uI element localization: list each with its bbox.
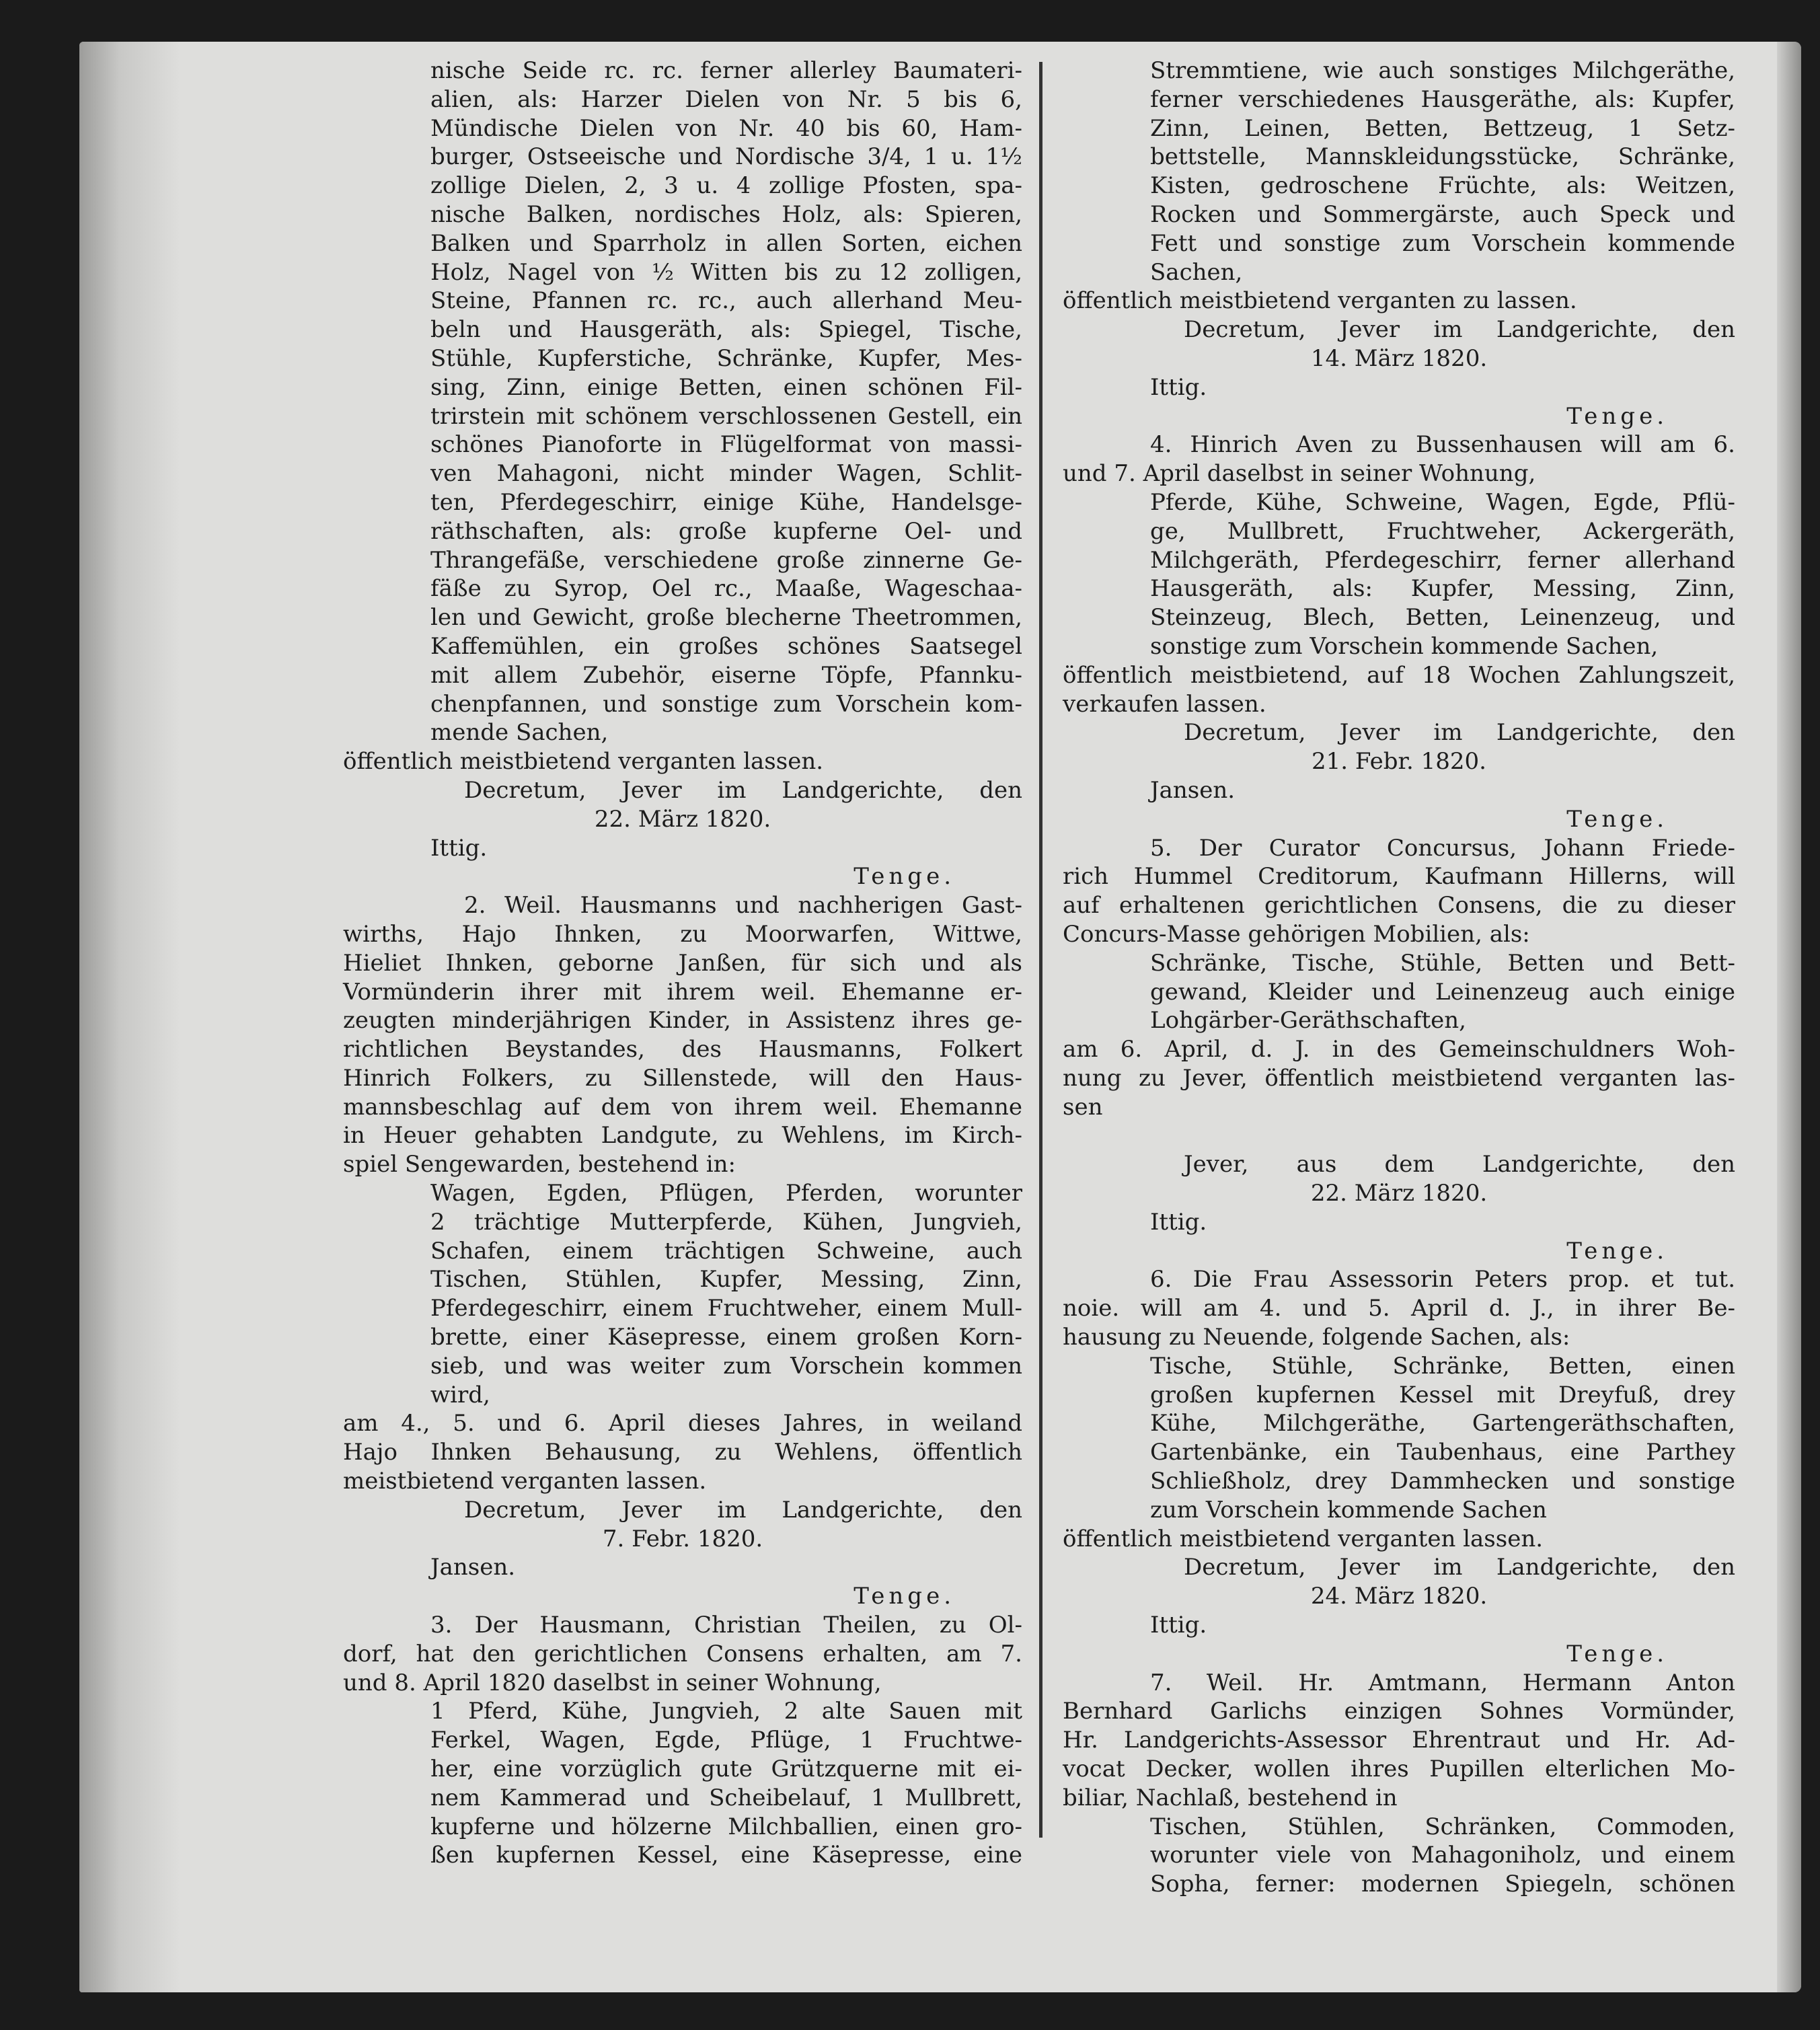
text-line: Schließholz, drey Dammhecken und sonstige	[1150, 1468, 1735, 1495]
text-line: 24. März 1820.	[1310, 1583, 1488, 1610]
text-line: fäße zu Syrop, Oel rc., Maaße, Wageschaa-	[430, 575, 1022, 603]
text-line: 2 trächtige Mutterpferde, Kühen, Jungvieh,	[430, 1208, 1022, 1236]
text-line: Decretum, Jever im Landgerichte, den	[464, 1496, 1022, 1524]
text-line: Steinzeug, Blech, Betten, Leinenzeug, und	[1150, 604, 1735, 632]
text-line: Fett und sonstige zum Vorschein kommende	[1150, 229, 1735, 257]
text-line: dorf, hat den gerichtlichen Consens erhalten, am 7.	[343, 1640, 1022, 1667]
text-line: öffentlich meistbietend verganten lassen.	[1063, 1525, 1544, 1552]
text-line: Stühle, Kupferstiche, Schränke, Kupfer, Mes-	[430, 344, 1022, 372]
text-line: Kühe, Milchgeräthe, Gartengeräthschaften,	[1150, 1410, 1735, 1437]
text-line: noie. will am 4. und 5. April d. J., in ihrer Be-	[1063, 1295, 1735, 1322]
text-line: Tenge.	[1566, 1237, 1668, 1265]
text-line: spiel Sengewarden, bestehend in:	[343, 1151, 736, 1178]
text-line: 22. März 1820.	[1310, 1180, 1488, 1207]
text-line: Tischen, Stühlen, Kupfer, Messing, Zinn,	[430, 1266, 1022, 1293]
text-line: zeugten minderjährigen Kinder, in Assistenz ihres ge-	[343, 1007, 1022, 1035]
text-line: 7. Weil. Hr. Amtmann, Hermann Anton	[1150, 1669, 1735, 1696]
text-line: burger, Ostseeische und Nordische 3/4, 1 u. 1½	[430, 143, 1022, 171]
text-line: Holz, Nagel von ½ Witten bis zu 12 zolligen,	[430, 258, 1022, 286]
text-line: gewand, Kleider und Leinenzeug auch einige	[1150, 978, 1735, 1006]
text-line: Tenge.	[854, 1583, 955, 1610]
text-line: ven Mahagoni, nicht minder Wagen, Schlit-	[430, 460, 1022, 488]
text-line: ferner verschiedenes Hausgeräthe, als: Kupfer,	[1150, 85, 1735, 113]
text-line: ßen kupfernen Kessel, eine Käsepresse, eine	[430, 1842, 1022, 1869]
text-line: in Heuer gehabten Landgute, zu Wehlens, im Kirch-	[343, 1122, 1022, 1150]
page-gutter-shadow	[79, 42, 180, 1992]
text-line: Kisten, gedroschene Früchte, als: Weitzen,	[1150, 172, 1735, 200]
text-line: Mündische Dielen von Nr. 40 bis 60, Ham-	[430, 114, 1022, 142]
text-line: Bernhard Garlichs einzigen Sohnes Vormünder,	[1063, 1698, 1735, 1725]
text-line: nem Kammerad und Scheibelauf, 1 Mullbrett,	[430, 1784, 1022, 1811]
text-line: Ittig.	[1150, 373, 1207, 401]
text-line: Tische, Stühle, Schränke, Betten, einen	[1150, 1352, 1735, 1380]
text-line: Tenge.	[1566, 1640, 1668, 1667]
text-line: ten, Pferdegeschirr, einige Kühe, Handelsge-	[430, 488, 1022, 516]
text-line: zum Vorschein kommende Sachen	[1150, 1496, 1547, 1524]
text-line: Ittig.	[430, 834, 488, 862]
text-line: am 4., 5. und 6. April dieses Jahres, in weiland	[343, 1410, 1022, 1437]
text-line: nische Seide rc. rc. ferner allerley Baumateri-	[430, 57, 1022, 84]
text-line: biliar, Nachlaß, bestehend in	[1063, 1784, 1398, 1811]
text-line: großen kupfernen Kessel mit Dreyfuß, drey	[1150, 1381, 1735, 1408]
text-line: öffentlich meistbietend, auf 18 Wochen Zahlungszeit,	[1063, 661, 1735, 689]
text-line: Milchgeräth, Pferdegeschirr, ferner allerhand	[1150, 546, 1735, 574]
text-line: 3. Der Hausmann, Christian Theilen, zu Ol-	[430, 1612, 1022, 1639]
text-line: mannsbeschlag auf dem von ihrem weil. Ehemanne	[343, 1093, 1022, 1121]
text-line: kupferne und hölzerne Milchballien, einen gro-	[430, 1813, 1022, 1840]
text-line: Wagen, Egden, Pflügen, Pferden, worunter	[430, 1180, 1022, 1207]
text-line: mende Sachen,	[430, 719, 609, 747]
text-line: öffentlich meistbietend verganten zu lassen.	[1063, 287, 1577, 315]
text-line: Jansen.	[430, 1554, 516, 1581]
text-line: brette, einer Käsepresse, einem großen Korn-	[430, 1324, 1022, 1351]
text-line: mit allem Zubehör, eiserne Töpfe, Pfannku-	[430, 661, 1022, 689]
text-line: verkaufen lassen.	[1063, 690, 1266, 718]
text-line: vocat Decker, wollen ihres Pupillen elterlichen Mo-	[1063, 1756, 1735, 1783]
text-line: sen	[1063, 1093, 1103, 1121]
text-line: schönes Pianoforte in Flügelformat von massi-	[430, 431, 1022, 459]
left-column	[343, 57, 1022, 1870]
text-line: meistbietend verganten lassen.	[343, 1468, 707, 1495]
text-line: bettstelle, Mannskleidungsstücke, Schränke,	[1150, 143, 1735, 171]
text-line: len und Gewicht, große blecherne Theetrommen,	[430, 604, 1022, 632]
text-line: trirstein mit schönem verschlossenen Gestell, ein	[430, 402, 1022, 430]
text-line: Hr. Landgerichts-Assessor Ehrentraut und Hr. Ad-	[1063, 1727, 1735, 1754]
text-line: auf erhaltenen gerichtlichen Consens, die zu dieser	[1063, 892, 1735, 919]
text-line: Zinn, Leinen, Betten, Bettzeug, 1 Setz-	[1150, 114, 1735, 142]
text-line: 21. Febr. 1820.	[1312, 748, 1486, 776]
text-line: Ferkel, Wagen, Egde, Pflüge, 1 Fruchtwe-	[430, 1727, 1022, 1754]
text-line: Jansen.	[1150, 776, 1236, 804]
text-line: nische Balken, nordisches Holz, als: Spieren,	[430, 200, 1022, 228]
text-line: 22. März 1820.	[594, 805, 771, 833]
text-line: und 7. April daselbst in seiner Wohnung,	[1063, 460, 1536, 488]
text-line: sing, Zinn, einige Betten, einen schönen Fil-	[430, 373, 1022, 401]
text-line: Sachen,	[1150, 258, 1243, 286]
text-line: ge, Mullbrett, Fruchtweher, Ackergeräth,	[1150, 517, 1735, 545]
text-line: richtlichen Beystandes, des Hausmanns, Folkert	[343, 1036, 1022, 1063]
text-line: Lohgärber-Geräthschaften,	[1150, 1007, 1466, 1035]
text-line: nung zu Jever, öffentlich meistbietend verganten las-	[1063, 1064, 1735, 1092]
text-line: öffentlich meistbietend verganten lassen.	[343, 748, 824, 776]
text-line: Hieliet Ihnken, geborne Janßen, für sich und als	[343, 949, 1022, 977]
text-line: sonstige zum Vorschein kommende Sachen,	[1150, 632, 1659, 660]
text-line: 6. Die Frau Assessorin Peters prop. et tut.	[1150, 1266, 1735, 1293]
text-line: Pferde, Kühe, Schweine, Wagen, Egde, Pflü-	[1150, 488, 1735, 516]
text-line: Tenge.	[1566, 805, 1668, 833]
right-column	[1063, 57, 1735, 1899]
text-line: Rocken und Sommergärste, auch Speck und	[1150, 200, 1735, 228]
text-line: worunter viele von Mahagoniholz, und einem	[1150, 1842, 1735, 1869]
text-line: 2. Weil. Hausmanns und nachherigen Gast-	[464, 892, 1022, 919]
text-line: Vormünderin ihrer mit ihrem weil. Ehemanne er-	[343, 978, 1022, 1006]
text-line: Pferdegeschirr, einem Fruchtweher, einem Mull-	[430, 1295, 1022, 1322]
text-line: Stremmtiene, wie auch sonstiges Milchgeräthe,	[1150, 57, 1735, 84]
text-line: Tischen, Stühlen, Schränken, Commoden,	[1150, 1813, 1735, 1840]
text-line: und 8. April 1820 daselbst in seiner Wohnung,	[343, 1669, 882, 1696]
text-line: Kaffemühlen, ein großes schönes Saatsegel	[430, 632, 1022, 660]
text-line: hausung zu Neuende, folgende Sachen, als:	[1063, 1324, 1570, 1351]
text-line: Hausgeräth, als: Kupfer, Messing, Zinn,	[1150, 575, 1735, 603]
text-line: Hajo Ihnken Behausung, zu Wehlens, öffentlich	[343, 1439, 1022, 1466]
text-line: 4. Hinrich Aven zu Bussenhausen will am 6.	[1150, 431, 1735, 459]
text-line: Concurs-Masse gehörigen Mobilien, als:	[1063, 920, 1530, 948]
text-line: Ittig.	[1150, 1612, 1207, 1639]
text-line: Schafen, einem trächtigen Schweine, auch	[430, 1237, 1022, 1265]
text-line: 7. Febr. 1820.	[602, 1525, 763, 1552]
text-line: alien, als: Harzer Dielen von Nr. 5 bis 6,	[430, 85, 1022, 113]
text-line: Decretum, Jever im Landgerichte, den	[1184, 316, 1735, 344]
text-line: am 6. April, d. J. in des Gemeinschuldners Woh-	[1063, 1036, 1735, 1063]
text-line: beln und Hausgeräth, als: Spiegel, Tische,	[430, 316, 1022, 344]
text-line: Ittig.	[1150, 1208, 1207, 1236]
text-line: Decretum, Jever im Landgerichte, den	[1184, 719, 1735, 747]
text-line: Hinrich Folkers, zu Sillenstede, will den Haus-	[343, 1064, 1022, 1092]
text-line: her, eine vorzüglich gute Grützquerne mit ei-	[430, 1756, 1022, 1783]
text-line: Sopha, ferner: modernen Spiegeln, schönen	[1150, 1871, 1735, 1898]
text-line: Gartenbänke, ein Taubenhaus, eine Parthey	[1150, 1439, 1735, 1466]
text-line: Decretum, Jever im Landgerichte, den	[464, 776, 1022, 804]
text-line: Schränke, Tische, Stühle, Betten und Bett-	[1150, 949, 1735, 977]
text-line: 5. Der Curator Concursus, Johann Friede-	[1150, 834, 1735, 862]
text-line	[1063, 1121, 1735, 1150]
text-line: Thrangefäße, verschiedene große zinnerne Ge-	[430, 546, 1022, 574]
text-line: zollige Dielen, 2, 3 u. 4 zollige Pfosten, spa-	[430, 172, 1022, 200]
text-line: Decretum, Jever im Landgerichte, den	[1184, 1554, 1735, 1581]
text-line: sieb, und was weiter zum Vorschein kommen	[430, 1352, 1022, 1380]
text-line: 1 Pferd, Kühe, Jungvieh, 2 alte Sauen mit	[430, 1698, 1022, 1725]
text-line: Jever, aus dem Landgerichte, den	[1184, 1151, 1735, 1178]
page-edge	[1777, 42, 1801, 1992]
text-line: Steine, Pfannen rc. rc., auch allerhand Meu-	[430, 287, 1022, 315]
text-line: wirths, Hajo Ihnken, zu Moorwarfen, Wittwe,	[343, 920, 1022, 948]
column-divider	[1039, 62, 1042, 1838]
text-line: wird,	[430, 1381, 490, 1408]
text-line: Balken und Sparrholz in allen Sorten, eichen	[430, 229, 1022, 257]
text-line: rich Hummel Creditorum, Kaufmann Hillerns, will	[1063, 863, 1735, 891]
text-line: Tenge.	[854, 863, 955, 891]
text-line: Tenge.	[1566, 402, 1668, 430]
text-line: chenpfannen, und sonstige zum Vorschein kom-	[430, 690, 1022, 718]
text-line: räthschaften, als: große kupferne Oel- und	[430, 517, 1022, 545]
text-line: 14. März 1820.	[1310, 344, 1488, 372]
